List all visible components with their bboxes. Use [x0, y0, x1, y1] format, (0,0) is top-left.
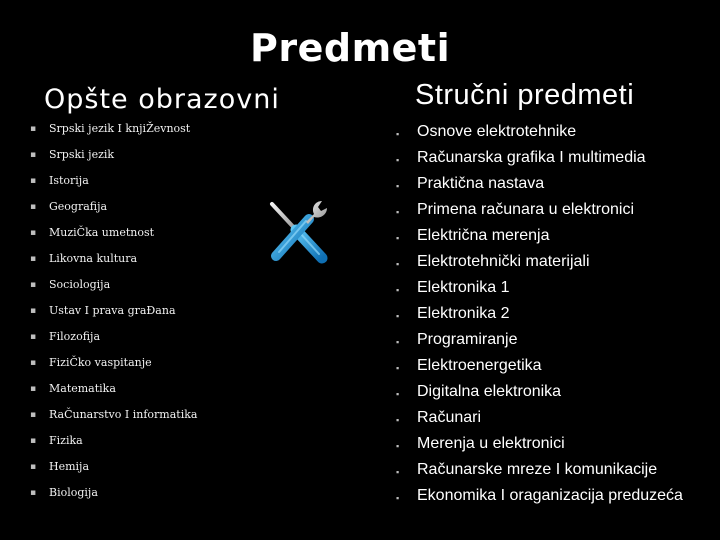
list-item: ▪ Geografija [0, 197, 197, 223]
bullet-icon: ▪ [396, 493, 400, 503]
bullet-icon: ▪ [30, 228, 37, 238]
bullet-icon: ▪ [396, 129, 400, 139]
list-item: ▪ MuziČka umetnost [0, 223, 197, 249]
bullet-icon: ▪ [396, 155, 400, 165]
list-item: ▪ Digitalna elektronika [0, 381, 707, 407]
list-item: ▪ Fizika [0, 431, 197, 457]
bullet-icon: ▪ [30, 410, 37, 420]
bullet-icon: ▪ [396, 233, 400, 243]
list-item: ▪ Biologija [0, 483, 197, 509]
list-item: ▪ Srpski jezik [0, 145, 197, 171]
list-item: ▪ Programiranje [0, 329, 707, 355]
list-item: ▪ Srpski jezik I knjiŽevnost [0, 119, 197, 145]
list-item: ▪ Računarske mreze I komunikacije [0, 459, 707, 485]
page-title: Predmeti [250, 26, 451, 70]
bullet-icon: ▪ [396, 415, 400, 425]
list-item: ▪ Likovna kultura [0, 249, 197, 275]
list-item: ▪ Primena računara u elektronici [0, 199, 707, 225]
list-item: ▪ Elektronika 1 [0, 277, 707, 303]
bullet-icon: ▪ [30, 384, 37, 394]
bullet-icon: ▪ [396, 285, 400, 295]
list-item: ▪ Sociologija [0, 275, 197, 301]
bullet-icon: ▪ [396, 207, 400, 217]
list-item: ▪ Ekonomika I oraganizacija preduzeća [0, 485, 707, 511]
bullet-icon: ▪ [396, 181, 400, 191]
bullet-icon: ▪ [396, 259, 400, 269]
bullet-icon: ▪ [30, 332, 37, 342]
bullet-icon: ▪ [30, 280, 37, 290]
list-item: ▪ Ustav I prava graĐana [0, 301, 197, 327]
bullet-icon: ▪ [30, 436, 37, 446]
bullet-icon: ▪ [30, 488, 37, 498]
list-item: ▪ Osnove elektrotehnike [0, 121, 707, 147]
bullet-icon: ▪ [396, 311, 400, 321]
list-item: ▪ Računarska grafika I multimedia [0, 147, 707, 173]
bullet-icon: ▪ [30, 306, 37, 316]
vocational-subjects-list [0, 121, 707, 511]
list-item: ▪ Elektrotehnički materijali [0, 251, 707, 277]
bullet-icon: ▪ [30, 202, 37, 212]
vocational-subjects-heading: Stručni predmeti [415, 79, 635, 111]
bullet-icon: ▪ [396, 389, 400, 399]
list-item: ▪ Elektronika 2 [0, 303, 707, 329]
list-item: ▪ Praktična nastava [0, 173, 707, 199]
bullet-icon: ▪ [30, 124, 37, 134]
list-item: ▪ Matematika [0, 379, 197, 405]
bullet-icon: ▪ [30, 462, 37, 472]
list-item: ▪ Filozofija [0, 327, 197, 353]
bullet-icon: ▪ [396, 441, 400, 451]
list-item: ▪ Istorija [0, 171, 197, 197]
bullet-icon: ▪ [30, 176, 37, 186]
list-item: ▪ Merenja u elektronici [0, 433, 707, 459]
bullet-icon: ▪ [30, 254, 37, 264]
list-item: ▪ FiziČko vaspitanje [0, 353, 197, 379]
bullet-icon: ▪ [396, 337, 400, 347]
bullet-icon: ▪ [396, 467, 400, 477]
list-item: ▪ Računari [0, 407, 707, 433]
general-subjects-heading: Opšte obrazovni [44, 84, 280, 115]
list-item: ▪ RaČunarstvo I informatika [0, 405, 197, 431]
list-item: ▪ Električna merenja [0, 225, 707, 251]
bullet-icon: ▪ [396, 363, 400, 373]
list-item: ▪ Hemija [0, 457, 197, 483]
list-item: ▪ Elektroenergetika [0, 355, 707, 381]
bullet-icon: ▪ [30, 150, 37, 160]
bullet-icon: ▪ [30, 358, 37, 368]
